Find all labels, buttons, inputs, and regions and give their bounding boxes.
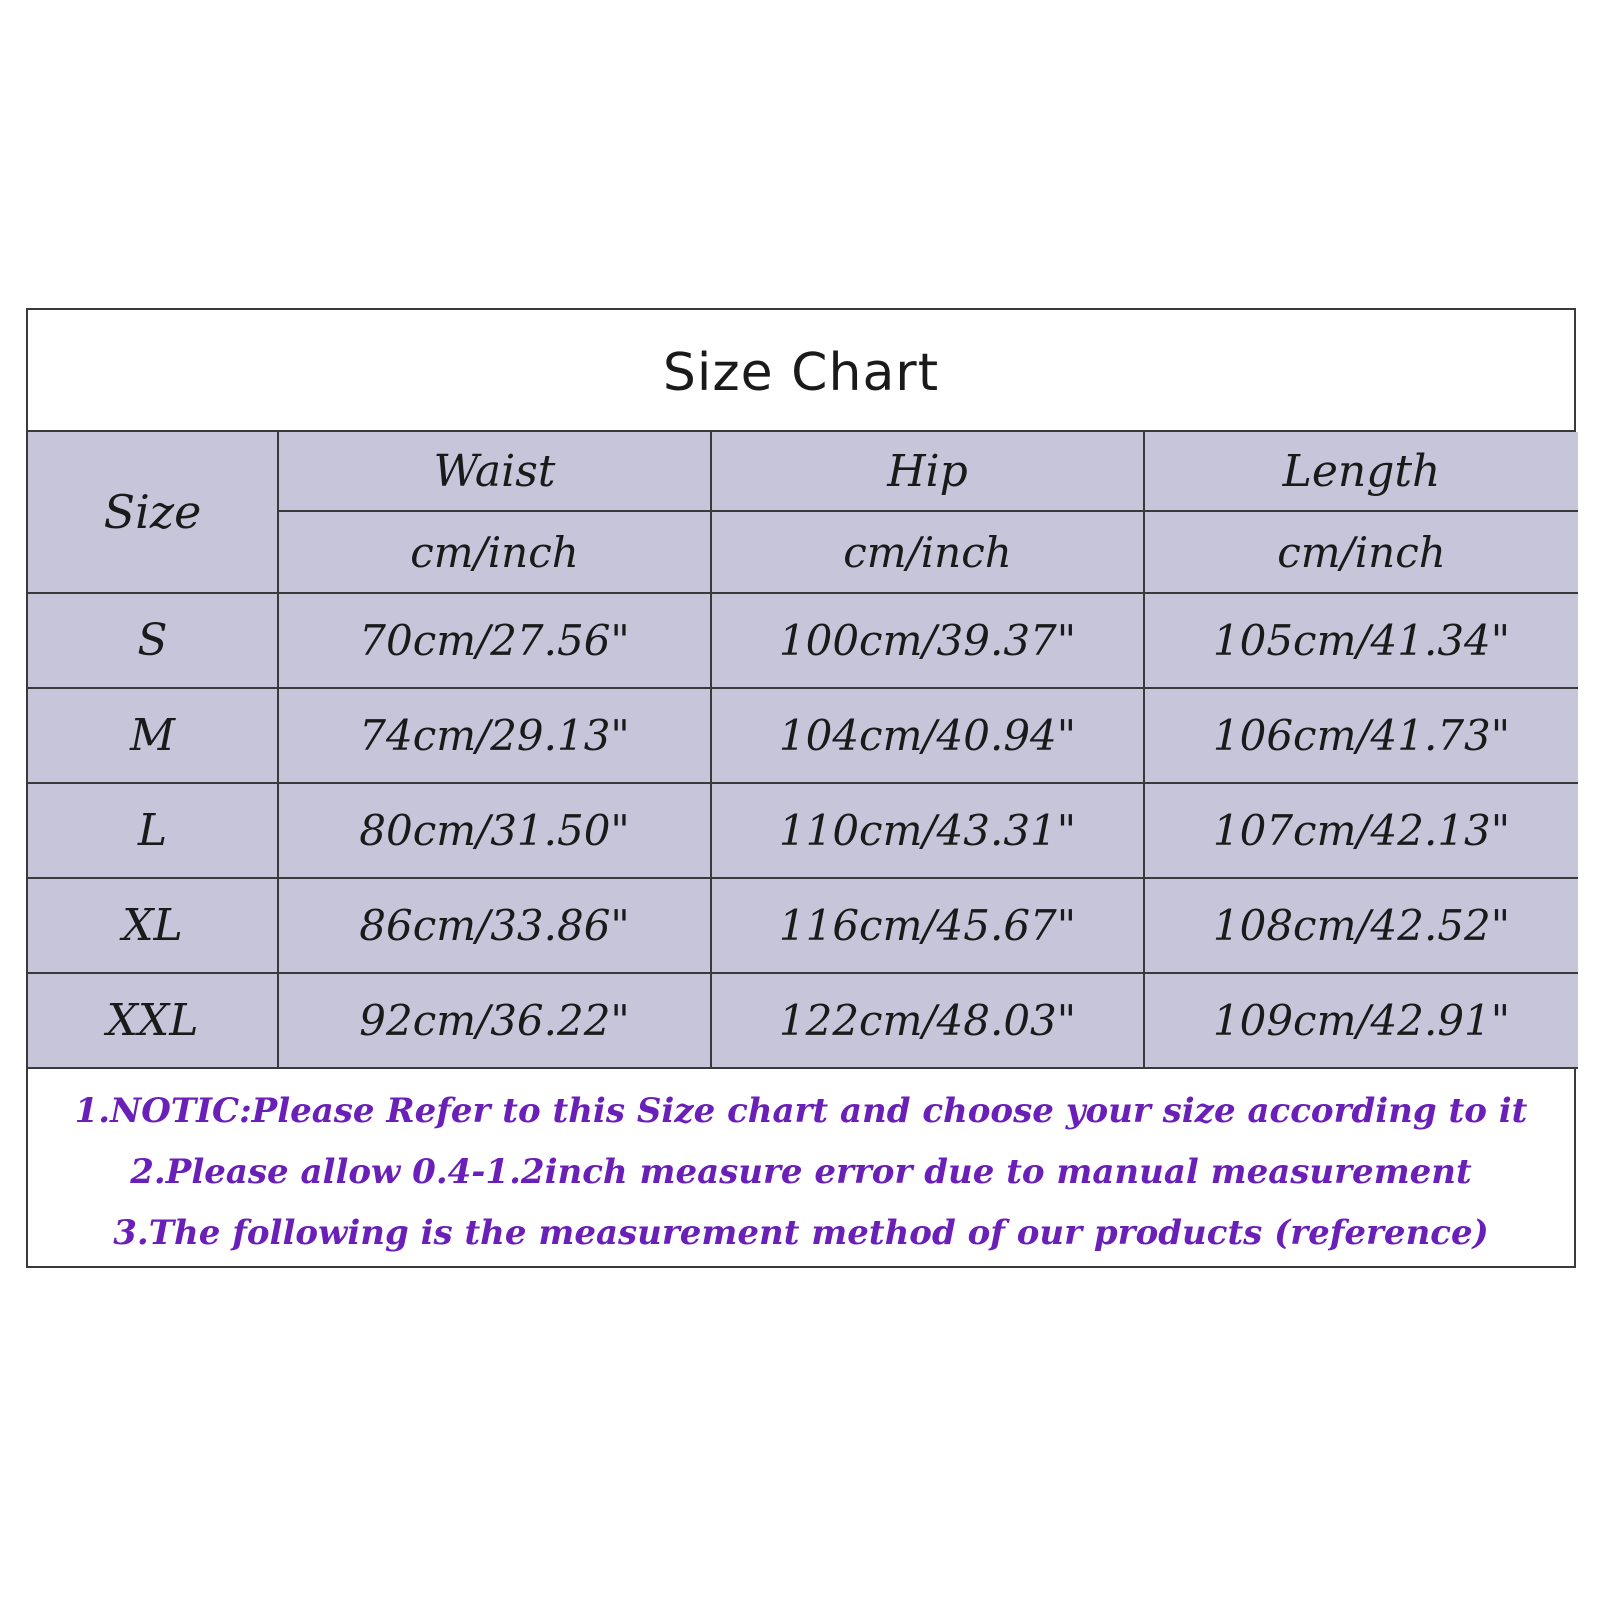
hip-cell: 104cm/40.94" — [711, 688, 1144, 783]
waist-cell: 80cm/31.50" — [278, 783, 711, 878]
size-header: Size — [28, 432, 278, 593]
note-line: 3.The following is the measurement method of our products (reference) — [113, 1213, 1489, 1253]
waist-header: Waist — [278, 432, 711, 511]
waist-cell: 92cm/36.22" — [278, 973, 711, 1068]
hip-cell: 122cm/48.03" — [711, 973, 1144, 1068]
size-cell: XXL — [28, 973, 278, 1068]
table-row — [28, 688, 1578, 783]
note-line: 1.NOTIC:Please Refer to this Size chart and choose your size according to it — [74, 1091, 1528, 1131]
waist-cell: 70cm/27.56" — [278, 593, 711, 688]
length-cell: 105cm/41.34" — [1144, 593, 1578, 688]
hip-unit: cm/inch — [711, 511, 1144, 593]
chart-title: Size Chart — [662, 343, 940, 403]
length-cell: 108cm/42.52" — [1144, 878, 1578, 973]
size-chart — [26, 308, 1576, 1268]
table-row — [28, 973, 1578, 1068]
waist-unit: cm/inch — [278, 511, 711, 593]
notes — [28, 1069, 1574, 1264]
hip-cell: 110cm/43.31" — [711, 783, 1144, 878]
length-unit: cm/inch — [1144, 511, 1578, 593]
table-row — [28, 593, 1578, 688]
length-cell: 109cm/42.91" — [1144, 973, 1578, 1068]
hip-cell: 100cm/39.37" — [711, 593, 1144, 688]
size-cell: L — [28, 783, 278, 878]
size-cell: S — [28, 593, 278, 688]
title-row — [28, 310, 1574, 432]
note-line: 2.Please allow 0.4-1.2inch measure error due to manual measurement — [130, 1152, 1472, 1192]
size-table — [28, 432, 1578, 1069]
size-cell: M — [28, 688, 278, 783]
length-cell: 107cm/42.13" — [1144, 783, 1578, 878]
waist-cell: 74cm/29.13" — [278, 688, 711, 783]
hip-cell: 116cm/45.67" — [711, 878, 1144, 973]
length-header: Length — [1144, 432, 1578, 511]
table-row — [28, 878, 1578, 973]
waist-cell: 86cm/33.86" — [278, 878, 711, 973]
hip-header: Hip — [711, 432, 1144, 511]
header-row — [28, 432, 1578, 511]
size-cell: XL — [28, 878, 278, 973]
table-row — [28, 783, 1578, 878]
length-cell: 106cm/41.73" — [1144, 688, 1578, 783]
